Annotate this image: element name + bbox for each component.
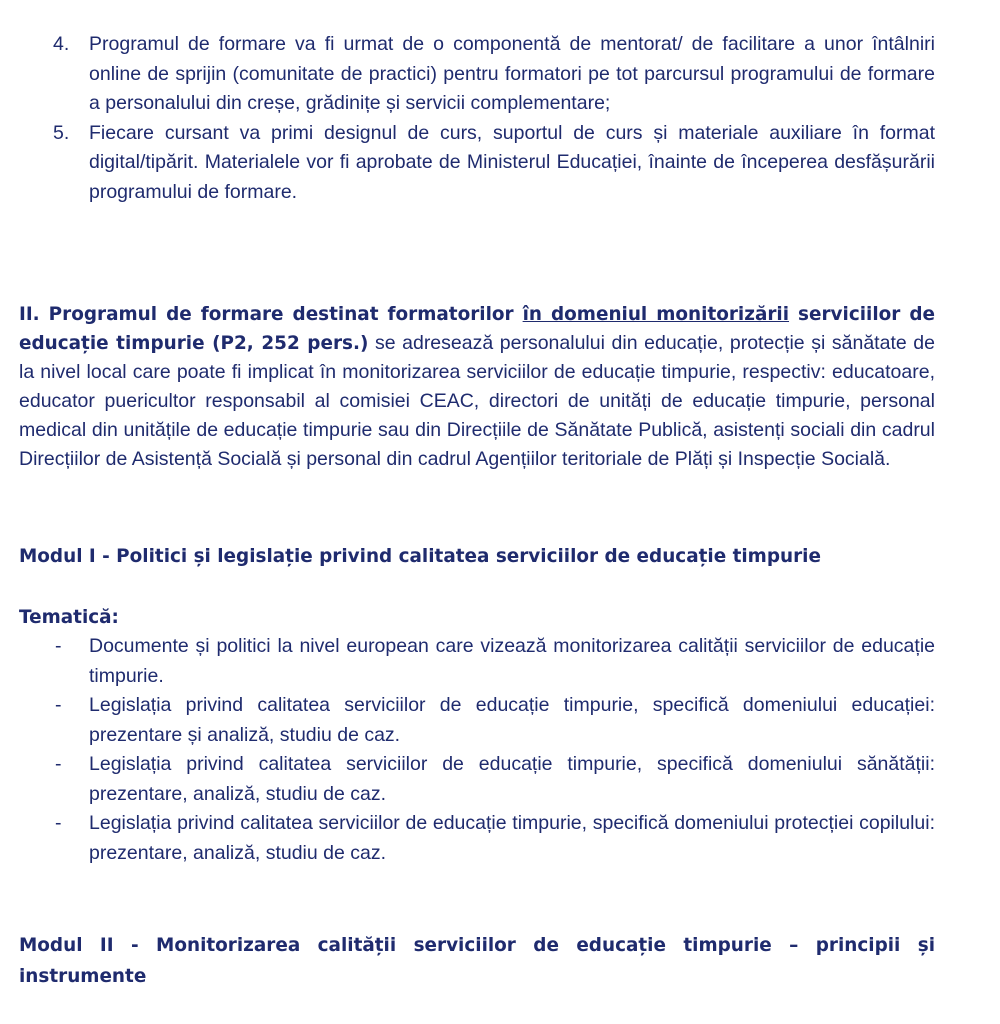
list-item <box>55 809 935 868</box>
modul-ii-heading: Modul II - Monitorizarea calității serviciilor de educație timpurie – principii și instrumente <box>19 935 935 987</box>
list-item-text: Programul de formare va fi urmat de o componentă de mentorat/ de facilitare a unor întâlniri online de sprijin (comunitate de practici) pentru formatori pe tot parcursul programului de formare a personalului din creșe, grădinițe și servicii complementare; <box>89 33 935 114</box>
section-ii-title-lead: II. Programul de formare destinat formatorilor <box>19 304 523 325</box>
list-item-text: Legislația privind calitatea serviciilor de educație timpurie, specifică domeniului sănătății: prezentare, analiză, studiu de caz. <box>89 753 935 805</box>
dash-bullet: - <box>55 694 62 716</box>
list-item <box>53 30 935 119</box>
list-item-text: Documente și politici la nivel european care vizează monitorizarea calității serviciilor de educație timpurie. <box>89 635 935 687</box>
list-item <box>55 632 935 691</box>
list-item-text: Fiecare cursant va primi designul de curs, suportul de curs și materiale auxiliare în format digital/tipărit. Materialele vor fi aprobate de Ministerul Educației, înainte de începerea desfășurării programului de formare. <box>89 121 935 203</box>
section-ii-paragraph <box>19 300 935 474</box>
tematica-label: Tematică: <box>19 607 119 628</box>
list-item <box>55 691 935 750</box>
list-item-number: 4. <box>53 33 70 55</box>
list-item-text: Legislația privind calitatea serviciilor de educație timpurie, specifică domeniului educației: prezentare și analiză, studiu de caz. <box>89 694 935 746</box>
list-item <box>53 119 935 208</box>
section-ii-title-underlined: în domeniul monitorizării <box>522 304 790 325</box>
dash-bullet: - <box>55 635 62 657</box>
section-ii-title-tail: serviciilor de educație timpurie (P2, 252 pers.) <box>19 304 935 354</box>
list-item <box>55 750 935 809</box>
section-ii-body: se adresează personalului din educație, protecție și sănătate de la nivel local care poate fi implicat în monitorizarea serviciilor de educație timpurie, respectiv: educatoare, educator puericultor responsabil al comisiei CEAC, directori de unități de educație timpurie, personal medical din unitățile de educație timpurie sau din Direcțiile de Sănătate Publică, asistenți sociali din cadrul Direcțiilor de Asistență Socială și personal din cadrul Agențiilor teritoriale de Plăți și Inspecție Socială. <box>19 332 935 470</box>
list-item-number: 5. <box>53 121 70 144</box>
dash-bullet: - <box>55 753 62 775</box>
numbered-list <box>0 30 1000 207</box>
list-item-text: Legislația privind calitatea serviciilor de educație timpurie, specifică domeniului protecției copilului: prezentare, analiză, studiu de caz. <box>89 812 935 864</box>
modul-i-heading: Modul I - Politici și legislație privind calitatea serviciilor de educație timpurie <box>19 546 821 567</box>
dash-bullet: - <box>55 812 62 834</box>
tematica-list <box>0 632 1000 868</box>
